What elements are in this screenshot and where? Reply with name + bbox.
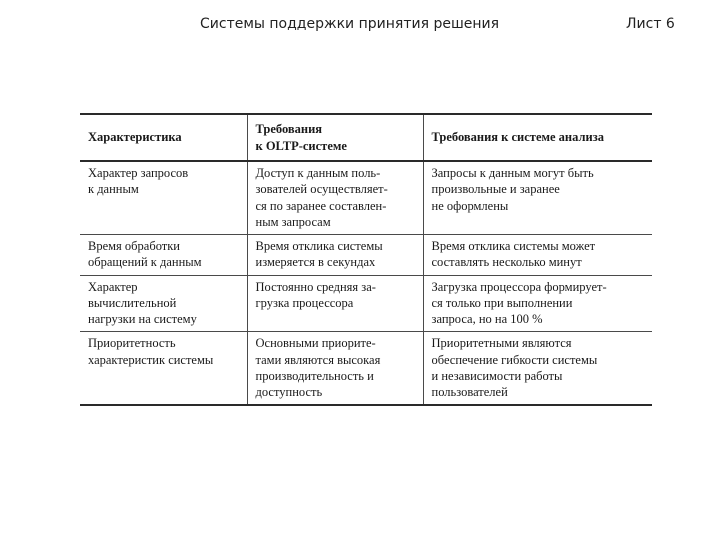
sheet-label: Лист 6 bbox=[626, 16, 675, 32]
table-cell: Загрузка процессора формирует- ся только при выполнении запроса, но на 100 % bbox=[423, 275, 652, 332]
table-row bbox=[80, 332, 652, 406]
table-cell: Время отклика системы измеряется в секундах bbox=[247, 235, 423, 276]
table-cell: Время обработки обращений к данным bbox=[80, 235, 247, 276]
table-cell: Характер вычислительной нагрузки на систему bbox=[80, 275, 247, 332]
table-cell: Характер запросов к данным bbox=[80, 161, 247, 235]
table-header-row bbox=[80, 114, 652, 161]
table-row bbox=[80, 235, 652, 276]
table-row bbox=[80, 161, 652, 235]
table-cell: Основными приорите- тами являются высокая производительность и доступность bbox=[247, 332, 423, 406]
table-cell: Время отклика системы может составлять несколько минут bbox=[423, 235, 652, 276]
slide-title: Системы поддержки принятия решения bbox=[200, 16, 500, 32]
table-cell: Постоянно средняя за- грузка процессора bbox=[247, 275, 423, 332]
table-cell: Запросы к данным могут быть произвольные и заранее не оформлены bbox=[423, 161, 652, 235]
slide-header bbox=[0, 16, 720, 38]
table-cell: Доступ к данным поль- зователей осуществляет- ся по заранее составлен- ным запросам bbox=[247, 161, 423, 235]
comparison-table bbox=[80, 113, 652, 406]
table-row bbox=[80, 275, 652, 332]
header-characteristic: Характеристика bbox=[80, 114, 247, 161]
table-cell: Приоритетность характеристик системы bbox=[80, 332, 247, 406]
table-cell: Приоритетными являются обеспечение гибкости системы и независимости работы пользователей bbox=[423, 332, 652, 406]
header-oltp-requirements: Требования к OLTP-системе bbox=[247, 114, 423, 161]
header-analysis-requirements: Требования к системе анализа bbox=[423, 114, 652, 161]
